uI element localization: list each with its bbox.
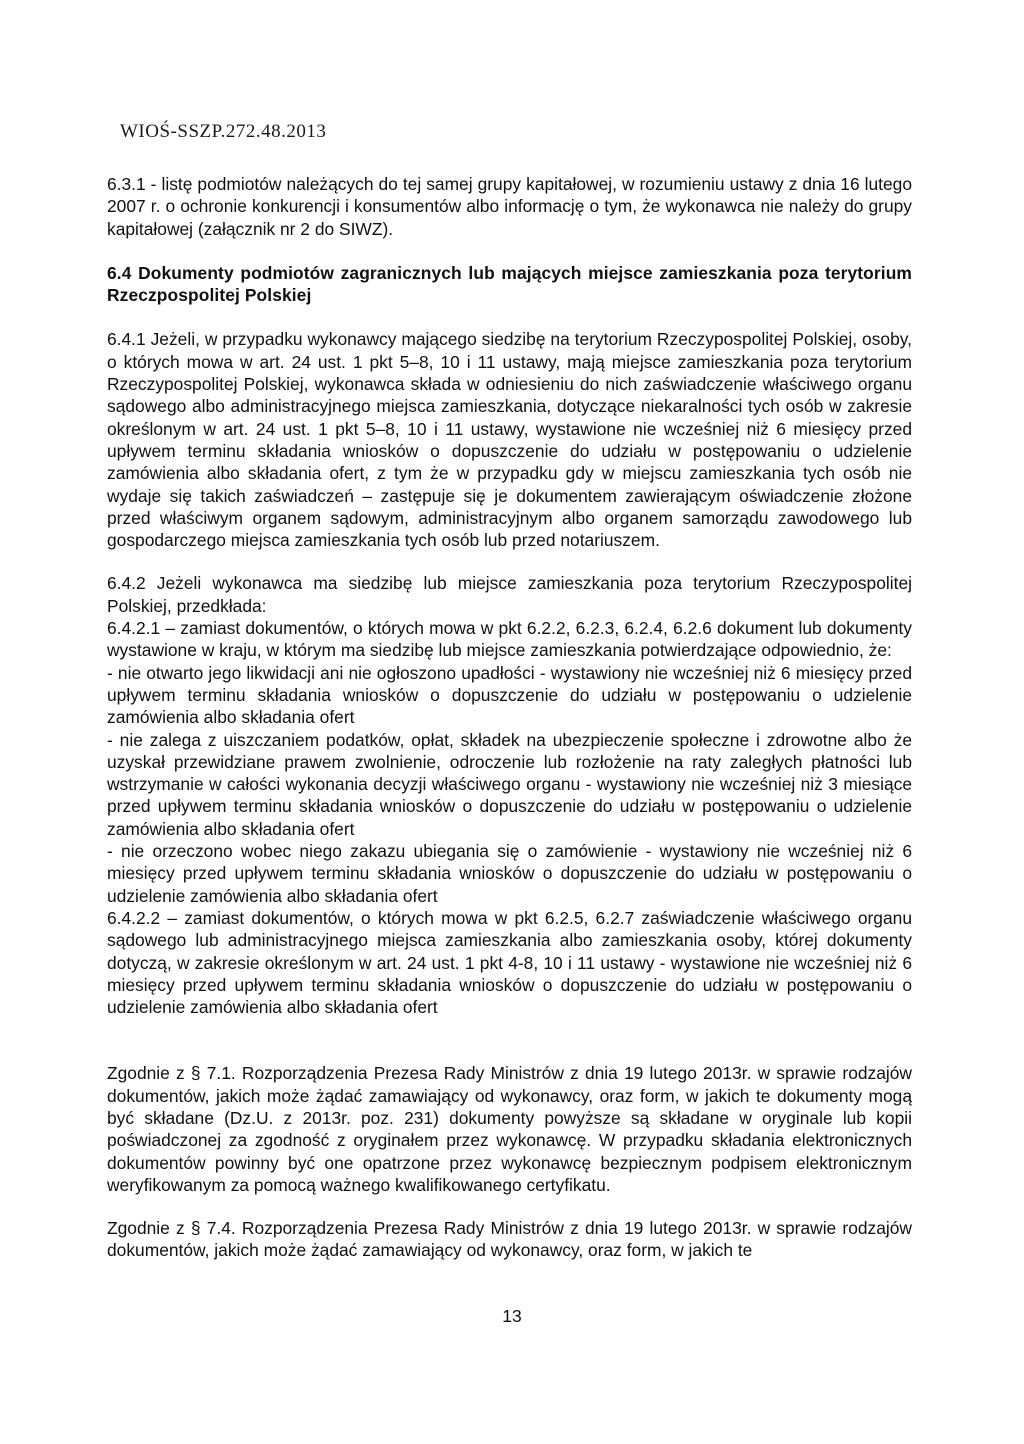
paragraph-6-4-2-1: 6.4.2.1 – zamiast dokumentów, o których mowa w pkt 6.2.2, 6.2.3, 6.2.4, 6.2.6 dokument lub dokumenty wystawione w kraju, w którym ma siedzibę lub miejsce zamieszkania potwierdzające odpowiednio, że:: [107, 618, 912, 661]
paragraph-6-3-1: 6.3.1 - listę podmiotów należących do tej samej grupy kapitałowej, w rozumieniu ustawy z dnia 16 lutego 2007 r. o ochronie konkurencji i konsumentów albo informację o tym, że wykonawca nie należy do grupy kapitałowej (załącznik nr 2 do SIWZ).: [107, 174, 912, 239]
paragraph-regulation-7-4: Zgodnie z § 7.4. Rozporządzenia Prezesa Rady Ministrów z dnia 19 lutego 2013r. w sprawie rodzajów dokumentów, jakich może żądać zamawiający od wykonawcy, oraz form, w jakich te: [107, 1218, 912, 1261]
list-item-no-tax-arrears: - nie zalega z uiszczaniem podatków, opłat, składek na ubezpieczenie społeczne i zdrowotne albo że uzyskał przewidziane prawem zwolnienie, odroczenie lub rozłożenie na raty zaległych płatności lub wstrzymanie w całości wykonania decyzji właściwego organu - wystawiony nie wcześniej niż 3 miesiące przed upływem terminu składania wniosków o dopuszczenie do udziału w postępowaniu o udzielenie zamówienia albo składania ofert: [107, 729, 912, 839]
list-item-no-ban: - nie orzeczono wobec niego zakazu ubiegania się o zamówienie - wystawiony nie wcześniej niż 6 miesięcy przed upływem terminu składania wniosków o dopuszczenie do udziału w postępowaniu o udzielenie zamówienia albo składania ofert: [107, 841, 912, 906]
section-heading-6-4: 6.4 Dokumenty podmiotów zagranicznych lub mających miejsce zamieszkania poza terytorium Rzeczpospolitej Polskiej: [107, 262, 912, 306]
paragraph-6-4-2: 6.4.2 Jeżeli wykonawca ma siedzibę lub miejsce zamieszkania poza terytorium Rzeczypospolitej Polskiej, przedkłada:: [107, 573, 912, 616]
paragraph-6-4-1: 6.4.1 Jeżeli, w przypadku wykonawcy mającego siedzibę na terytorium Rzeczypospolitej Polskiej, osoby, o których mowa w art. 24 ust. 1 pkt 5–8, 10 i 11 ustawy, mają miejsce zamieszkania poza terytorium Rzeczypospolitej Polskiej, wykonawca składa w odniesieniu do nich zaświadczenie właściwego organu sądowego albo administracyjnego miejsca zamieszkania, dotyczące niekaralności tych osób w zakresie określonym w art. 24 ust. 1 pkt 5–8, 10 i 11 ustawy, wystawione nie wcześniej niż 6 miesięcy przed upływem terminu składania wniosków o dopuszczenie do udziału w postępowaniu o udzielenie zamówienia albo składania ofert, z tym że w przypadku gdy w miejscu zamieszkania tych osób nie wydaje się takich zaświadczeń – zastępuje się je dokumentem zawierającym oświadczenie złożone przed właściwym organem sądowym, administracyjnym albo organem samorządu zawodowego lub gospodarczego miejsca zamieszkania tych osób lub przed notariuszem.: [107, 329, 912, 551]
list-item-no-liquidation: - nie otwarto jego likwidacji ani nie ogłoszono upadłości - wystawiony nie wcześniej niż 6 miesięcy przed upływem terminu składania wniosków o dopuszczenie do udziału w postępowaniu o udzielenie zamówienia albo składania ofert: [107, 662, 912, 728]
page-number: 13: [502, 1306, 522, 1326]
document-body: [107, 173, 912, 1262]
paragraph-regulation-7-1: Zgodnie z § 7.1. Rozporządzenia Prezesa Rady Ministrów z dnia 19 lutego 2013r. w sprawie rodzajów dokumentów, jakich może żądać zamawiający od wykonawcy, oraz form, w jakich te dokumenty mogą być składane (Dz.U. z 2013r. poz. 231) dokumenty powyższe są składane w oryginale lub kopii poświadczonej za zgodność z oryginałem przez wykonawcę. W przypadku składania elektronicznych dokumentów powinny być one opatrzone przez wykonawcę bezpiecznym podpisem elektronicznym weryfikowanym za pomocą ważnego kwalifikowanego certyfikatu.: [107, 1063, 912, 1195]
paragraph-6-4-2-2: 6.4.2.2 – zamiast dokumentów, o których mowa w pkt 6.2.5, 6.2.7 zaświadczenie właściwego organu sądowego lub administracyjnego miejsca zamieszkania albo zamieszkania osoby, której dokumenty dotyczą, w zakresie określonym w art. 24 ust. 1 pkt 4-8, 10 i 11 ustawy - wystawione nie wcześniej niż 6 miesięcy przed upływem terminu składania wniosków o dopuszczenie do udziału w postępowaniu o udzielenie zamówienia albo składania ofert: [107, 907, 912, 1018]
document-reference-number: WIOŚ-SSZP.272.48.2013: [120, 121, 327, 142]
